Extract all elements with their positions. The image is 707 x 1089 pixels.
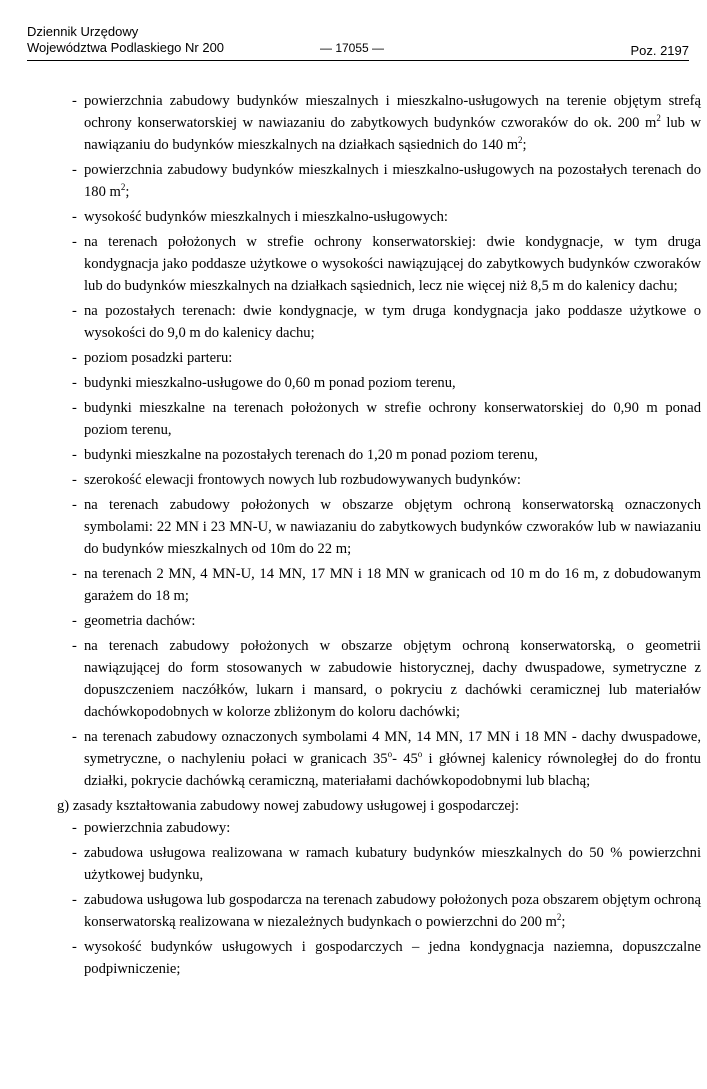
- list-bullet: -: [72, 375, 77, 391]
- item-text: poziom posadzki parteru:: [84, 350, 233, 366]
- list-bullet: -: [72, 497, 77, 513]
- item-text: lub w nawiązaniu do budynków mieszkalnych na działkach sąsiednich do 140 m: [84, 115, 702, 153]
- list-items: [0, 90, 707, 795]
- item-text: powierzchnia zabudowy budynków mieszalnych i mieszkalno-usługowych na terenie objętym strefą ochrony konserwatorskiej w nawiazaniu do zabytkowych budynków czworaków do ok. 200 m: [84, 93, 701, 131]
- item-text: na terenach zabudowy położonych w obszarze objętym ochroną konserwatorską, o geometrii nawiązującej do form stosowanych w zabudowie historycznej, dachy dwuspadowe, symetryczne z dopuszczeniem naczółków, lukarn i mansard, o pokryciu z dachówki ceramicznej lub materiałów dachówkopodobnych w kolorze zbliżonym do koloru dachówki;: [84, 638, 701, 720]
- item-text: budynki mieszkalno-usługowe do 0,60 m ponad poziom terenu,: [84, 375, 456, 391]
- list-bullet: -: [72, 939, 77, 955]
- position-number: Poz. 2197: [630, 43, 689, 58]
- list-item: [72, 90, 701, 156]
- section-g-text: zasady kształtowania zabudowy nowej zabudowy usługowej i gospodarczej:: [72, 798, 520, 814]
- section-g-heading: [57, 795, 689, 817]
- item-text: zabudowa usługowa lub gospodarcza na terenach zabudowy położonych poza obszarem objętym ochroną konserwatorską realizowana w niezależnych budynkach o powierzchni do 200 m: [84, 892, 701, 930]
- item-text: na pozostałych terenach: dwie kondygnacje, w tym druga kondygnacja jako poddasze użytkowe o wysokości do 9,0 m do kalenicy dachu;: [84, 303, 701, 341]
- item-text: ;: [522, 137, 527, 153]
- list-item: [72, 300, 701, 344]
- list-bullet: -: [72, 729, 77, 745]
- list-bullet: -: [72, 234, 77, 250]
- document-body: [0, 90, 707, 983]
- page-header: [27, 24, 689, 62]
- item-text: i głównej kalenicy równoległej do do frontu działki, pokrycie dachówką ceramiczną, materiałami dachówkopodobnymi lub blachą;: [84, 751, 701, 789]
- list-item: [72, 842, 701, 886]
- item-text: zabudowa usługowa realizowana w ramach kubatury budynków mieszkalnych do 50 % powierzchni użytkowej budynku,: [84, 845, 701, 883]
- item-text: szerokość elewacji frontowych nowych lub rozbudowywanych budynków:: [84, 472, 521, 488]
- list-item: [72, 936, 701, 980]
- list-item: [72, 347, 701, 369]
- list-item: [72, 231, 701, 297]
- page-number: — 17055 —: [320, 41, 385, 55]
- journal-title-line2: Województwa Podlaskiego Nr 200: [27, 40, 225, 55]
- list-item: [72, 610, 701, 632]
- list-bullet: -: [72, 472, 77, 488]
- list-bullet: -: [72, 447, 77, 463]
- superscript: 2: [518, 135, 523, 145]
- header-divider: [27, 60, 689, 61]
- list-bullet: -: [72, 638, 77, 654]
- superscript: 2: [120, 182, 126, 192]
- list-bullet: -: [72, 93, 77, 109]
- list-item: [72, 372, 701, 394]
- section-g-prefix: g): [57, 798, 70, 814]
- list-bullet: -: [72, 209, 77, 225]
- list-bullet: -: [72, 303, 77, 319]
- journal-title-line1: Dziennik Urzędowy: [27, 24, 139, 39]
- item-text: - 45: [392, 751, 418, 767]
- list-item: [72, 889, 701, 933]
- list-item: [72, 159, 701, 203]
- superscript: o: [387, 749, 393, 759]
- list-item: [72, 494, 701, 560]
- superscript: o: [417, 749, 423, 759]
- item-text: wysokość budynków usługowych i gospodarczych – jedna kondygnacja naziemna, dopuszczalne podpiwniczenie;: [84, 939, 701, 977]
- item-text: powierzchnia zabudowy budynków mieszkalnych i mieszkalno-usługowych na pozostałych terenach do 180 m: [84, 162, 701, 200]
- list-item: [72, 635, 701, 723]
- list-item: [72, 469, 701, 491]
- item-text: ;: [561, 914, 566, 930]
- journal-title: [27, 24, 224, 56]
- list-bullet: -: [72, 613, 77, 629]
- item-text: na terenach zabudowy położonych w obszarze objętym ochroną konserwatorską oznaczonych symbolami: 22 MN i 23 MN-U, w nawiazaniu do zabytkowych budynków czworaków lub w nawiazaniu do budynków mieszkalnych od 10m do 22 m;: [84, 497, 701, 557]
- list-item: [72, 817, 701, 839]
- superscript: 2: [556, 912, 562, 922]
- item-text: budynki mieszkalne na pozostałych terenach do 1,20 m ponad poziom terenu,: [84, 447, 538, 463]
- list-bullet: -: [72, 820, 77, 836]
- list-bullet: -: [72, 400, 77, 416]
- item-text: wysokość budynków mieszkalnych i mieszkalno-usługowych:: [84, 209, 448, 225]
- list-bullet: -: [72, 162, 77, 178]
- list-item: [72, 563, 701, 607]
- list-item: [72, 726, 701, 792]
- item-text: geometria dachów:: [84, 613, 196, 629]
- section-g-items: [0, 817, 707, 983]
- list-item: [72, 397, 701, 441]
- list-bullet: -: [72, 566, 77, 582]
- item-text: na terenach zabudowy oznaczonych symbolami 4 MN, 14 MN, 17 MN i 18 MN - dachy dwuspadowe, symetryczne, o nachyleniu połaci w granicach 35: [84, 729, 701, 767]
- item-text: na terenach 2 MN, 4 MN-U, 14 MN, 17 MN i 18 MN w granicach od 10 m do 16 m, z dobudowanym garażem do 18 m;: [84, 566, 701, 604]
- item-text: na terenach położonych w strefie ochrony konserwatorskiej: dwie kondygnacje, w tym druga kondygnacja jako poddasze użytkowe o wysokości nawiązującej do zabytkowych budynków czworaków lub do budynków mieszkalnych na działkach sąsiednich, lecz nie więcej niż 8,5 m do kalenicy dachu;: [84, 234, 701, 294]
- item-text: powierzchnia zabudowy:: [84, 820, 231, 836]
- list-item: [72, 206, 701, 228]
- list-bullet: -: [72, 892, 77, 908]
- list-bullet: -: [72, 350, 77, 366]
- list-bullet: -: [72, 845, 77, 861]
- item-text: budynki mieszkalne na terenach położonych w strefie ochrony konserwatorskiej do 0,90 m ponad poziom terenu,: [84, 400, 701, 438]
- superscript: 2: [656, 113, 661, 123]
- item-text: ;: [125, 184, 130, 200]
- list-item: [72, 444, 701, 466]
